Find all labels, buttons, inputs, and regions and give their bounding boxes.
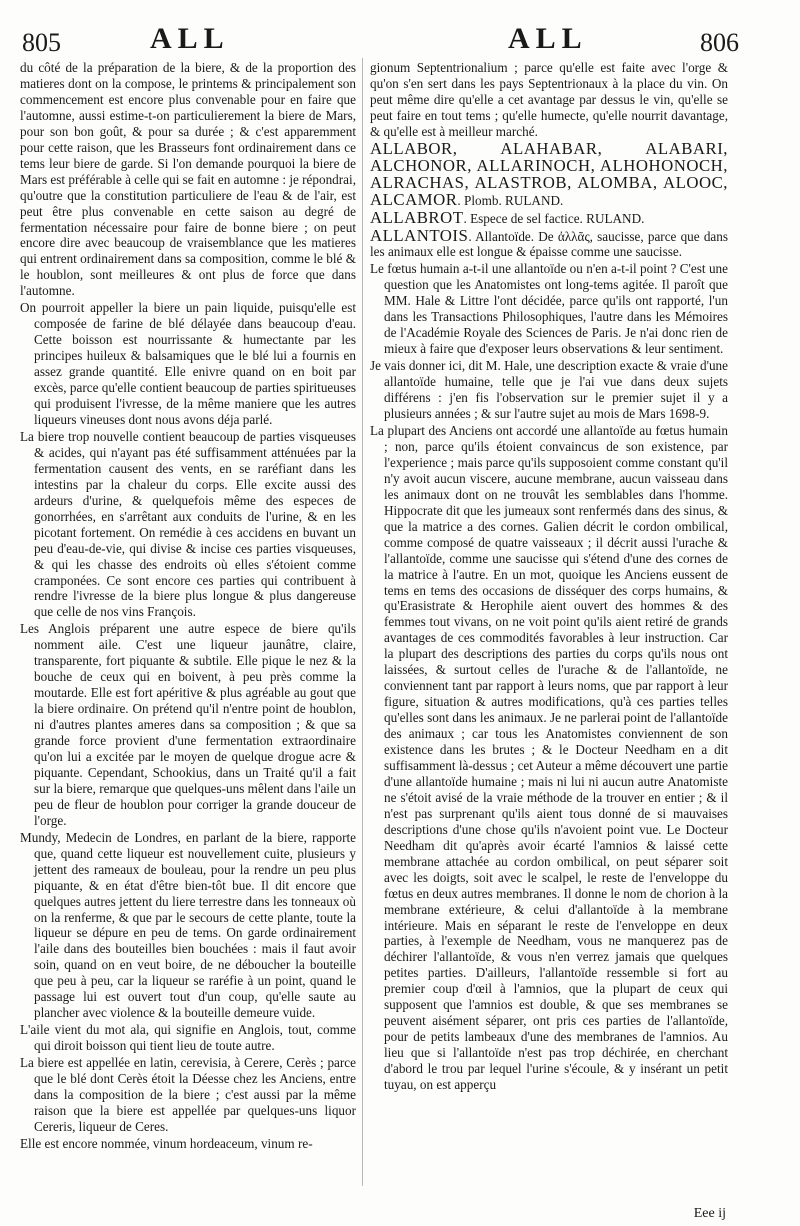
signature-mark: Eee ij (693, 1206, 726, 1221)
paragraph: La plupart des Anciens ont accordé une allantoïde au fœtus humain ; non, parce qu'ils étoient convaincus de son existence, par l'experience ; mais parce qu'ils supposoient comme constant qu'il n'y avoit aucun viscere, aucune membrane, aucun vaisseau dans les animaux dont on ne trouvât les semblables dans l'homme. Hippocrate dit que les jumeaux sont renfermés dans des sinus, & que la matrice a des cornes. Galien décrit le cordon ombilical, comme composé de quatre vaisseaux ; il décrit aussi l'urache & l'allantoïde, comme une saucisse qui s'étend d'une des cornes de la matrice à l'autre. En un mot, quoique les Anciens eussent de tems en tems des occasions de disséquer des corps humains, & qu'Erasistrate & Herophile aient ouvert des hommes & des femmes tout vivans, on ne voit point qu'ils aient retiré de grands avantages de ces commodités favorables à leur instruction. Car la plupart des descriptions des parties du corps qu'ils nous ont laissées, & surtout celles de l'urache & de l'allantoïde, ne conviennent tant par rapport à leurs noms, que par rapport à leur figure, situation & autres modifications, qu'à ces parties telles qu'elles sont dans les animaux. Je ne parlerai point de l'allantoïde des animaux ; car tous les Anatomistes conviennent de son existence dans les brutes ; & le Docteur Needham en a dit suffisamment là-dessus ; cet Auteur a même découvert une partie d'une allantoïde humaine ; mais ni lui ni aucun autre Anatomiste ne s'étoit avisé de la vraie méthode de la trouver en entier ; & il n'est pas surprenant qu'ils aient tous donné de si mauvaises descriptions d'une chose qu'ils n'avoient point vue. Le Docteur Needham dit qu'après avoir écarté l'amnios & laissé cette membrane attachée au cordon ombilical, on peut séparer soit avec les doigts, soit avec le scalpel, le reste de l'enveloppe du fœtus en deux autres membranes. Il donne le nom de chorion à la membrane extérieure, & celui d'allantoïde à la membrane intérieure. Mais en séparant le reste de l'enveloppe en deux parties, à l'exemple de Needham, vous ne manquerez pas de déchirer l'allantoïde, & vous n'en verrez jamais que quelques petites parties. D'ailleurs, l'allantoïde ressemble si fort au premier coup d'œil à l'amnios, que la plupart de ceux qui supposent que l'amnios est double, & que ses membranes se peuvent aisément séparer, ont pris ces parties de l'allantoïde, pour de petits lambeaux d'une des membranes de l'amnios. Au lieu que si l'allantoïde n'est pas trop déchirée, en cherchant d'abord le trou par lequel l'urine s'écoule, & y insérant un petit tuyau, on est apperçu (370, 422, 728, 1093)
paragraph: Les Anglois préparent une autre espece de biere qu'ils nomment aile. C'est une liqueur jaunâtre, claire, transparente, fort piquante & subtile. Elle pique le nez & la bouche de ceux qui en boivent, à peu près comme la moutarde. Elle est fort apéritive & plus agréable au gout que la biere ordinaire. On prétend qu'il n'entre point de houblon, ni d'autres plantes ameres dans sa composition ; & que sa grande force provient d'une fermentation extraordinaire qu'on lui a excitée par le moyen de quelque drogue acre & piquante. Cependant, Schookius, dans un Traité qu'il a fait sur la biere, remarque que quelques-uns mêlent dans l'aile un peu de fleur de houblon pour corriger la grande douceur de l'orge. (20, 621, 356, 828)
paragraph: gionum Septentrionalium ; parce qu'elle est faite avec l'orge & qu'on s'en sert dans les pays Septentrionaux à la place du vin. On peut même dire qu'elle a cet avantage par dessus le vin, qu'elle se peut faire en tout tems ; qu'elle humecte, qu'elle nourrit davantage, & qu'elle est à meilleur marché. (370, 60, 728, 139)
paragraph: La biere est appellée en latin, cerevisia, à Cerere, Cerès ; parce que le blé dont Cerès étoit la Déesse chez les Anciens, entre dans la composition de la biere ; c'est aussi par la même raison que la biere est appellée par quelques-uns liquor Cereris, liqueur de Ceres. (20, 1055, 356, 1134)
left-page-number: 805 (22, 28, 61, 57)
paragraph: du côté de la préparation de la biere, & de la proportion des matieres dont on la compose, le printems & principalement son commencement est encore plus convenable pour en faire que l'automne, aussi estime-t-on particulierement la biere de Mars, pour son bon goût, & pour sa durée ; & c'est apparemment pour cette raison, que les Brasseurs font ordinairement dans ce tems leur biere de garde. Si l'on demande pourquoi la biere de Mars est préférable à celle qui se fait en automne : je répondrai, qu'outre que la constitution particuliere de l'eau & de l'air, est peut être plus convenable en cette saison au degré de fermentation nécessaire pour faire de bonne biere ; on peut encore dire avec beaucoup de vraisemblance que les matieres qui entrent ordinairement dans sa composition, comme le blé & le houblon, sont meilleures & ont plus de force que dans l'automne. (20, 60, 356, 299)
paragraph: On pourroit appeller la biere un pain liquide, puisqu'elle est composée de farine de blé délayée dans beaucoup d'eau. Cette boisson est nourrissante & humectante par les principes huileux & balsamiques que le blé lui a fournis en assez grande quantité. Elle enivre quand on en boit par excès, parce qu'elle contient beaucoup de parties spiritueuses qui produisent l'ivresse, de la même maniere que les autres liqueurs vineuses dont nous avons déja parlé. (20, 300, 356, 427)
dictionary-entry: ALLABROT. Espece de sel factice. RULAND. (370, 207, 645, 227)
paragraph: Mundy, Medecin de Londres, en parlant de la biere, rapporte que, quand cette liqueur est nouvellement cuite, plusieurs y jettent des rameaux de bouleau, pour la rendre un peu plus piquante, & en état d'être bien-tôt bue. Il dit encore que quelques autres jettent du liere terrestre dans les tonneaux où on la renferme, & que par le secours de cette plante, toute la liqueur se dépure en peu de tems. On garde ordinairement l'aile dans des bouteilles bien bouchées : mais il faut avoir soin, quand on en veut boire, de ne déboucher la bouteille que peu à peu, car la liqueur se raréfie à un point, quand le passage lui est ouvert tout d'un coup, qu'elle saute au plancher avec violence & la bouteille demeure vuide. (20, 829, 356, 1021)
dictionary-entry: ALLABOR, ALAHABAR, ALABARI, ALCHONOR, ALLARINOCH, ALHOHONOCH, ALRACHAS, ALASTROB, ALOMBA, ALOOC, ALCAMOR. Plomb. RULAND. (370, 138, 728, 209)
right-page-number: 806 (700, 28, 739, 57)
right-column (370, 60, 728, 1094)
headword: ALLANTOIS (370, 225, 469, 245)
headword: ALLABOR, ALAHABAR, ALABARI, ALCHONOR, ALLARINOCH, ALHOHONOCH, ALRACHAS, ALASTROB, ALOMBA, ALOOC, ALCAMOR (370, 138, 728, 209)
dictionary-entry: ALLANTOIS. Allantoïde. De ἀλλᾶς, saucisse, parce que dans les animaux elle est longue & épaisse comme une saucisse. (370, 225, 728, 260)
paragraph: L'aile vient du mot ala, qui signifie en Anglois, tout, comme qui diroit boisson qui tient lieu de toute autre. (20, 1022, 356, 1054)
paragraph: Je vais donner ici, dit M. Hale, une description exacte & vraie d'une allantoïde humaine, telle que je l'ai vue dans deux sujets différens : j'en fis l'observation sur le premier sujet il y a plusieurs années ; & sur l'autre sujet au mois de Mars 1698-9. (370, 358, 728, 422)
column-divider (362, 58, 363, 1186)
left-column (20, 60, 356, 1153)
paragraph: Elle est encore nommée, vinum hordeaceum, vinum re- (20, 1135, 313, 1151)
paragraph: La biere trop nouvelle contient beaucoup de parties visqueuses & acides, qui n'ayant pas été suffisamment atténuées par la fermentation causent des vents, en se raréfiant dans les intestins par la chaleur du corps. Elle excite aussi des ardeurs d'urine, & quelquefois même des especes de gonorrhées, en s'arrêtant aux conduits de l'urine, & en les picotant fortement. On remédie à ces accidens en buvant un peu d'eau-de-vie, qui divise & incise ces parties visqueuses, & qui les chasse des endroits où elles s'étoient comme cramponées. Ce sont encore ces parties qui contribuent à rendre l'ivresse de la biere plus longue & plus dangereuse que celle de nos vins François. (20, 428, 356, 620)
paragraph: Le fœtus humain a-t-il une allantoïde ou n'en a-t-il point ? C'est une question que les Anatomistes ont long-tems agitée. Il paroît que MM. Hale & Littre l'ont décidée, parce qu'ils ont rapporté, l'un dans les Transactions Philosophiques, l'autre dans les Mémoires de l'Académie Royale des Sciences de Paris. Je n'ai donc rien de mieux à faire que d'exposer leurs observations & leur sentiment. (370, 261, 728, 357)
left-running-title: ALL (150, 22, 230, 55)
headword: ALLABROT (370, 207, 464, 227)
right-running-title: ALL (508, 22, 588, 55)
